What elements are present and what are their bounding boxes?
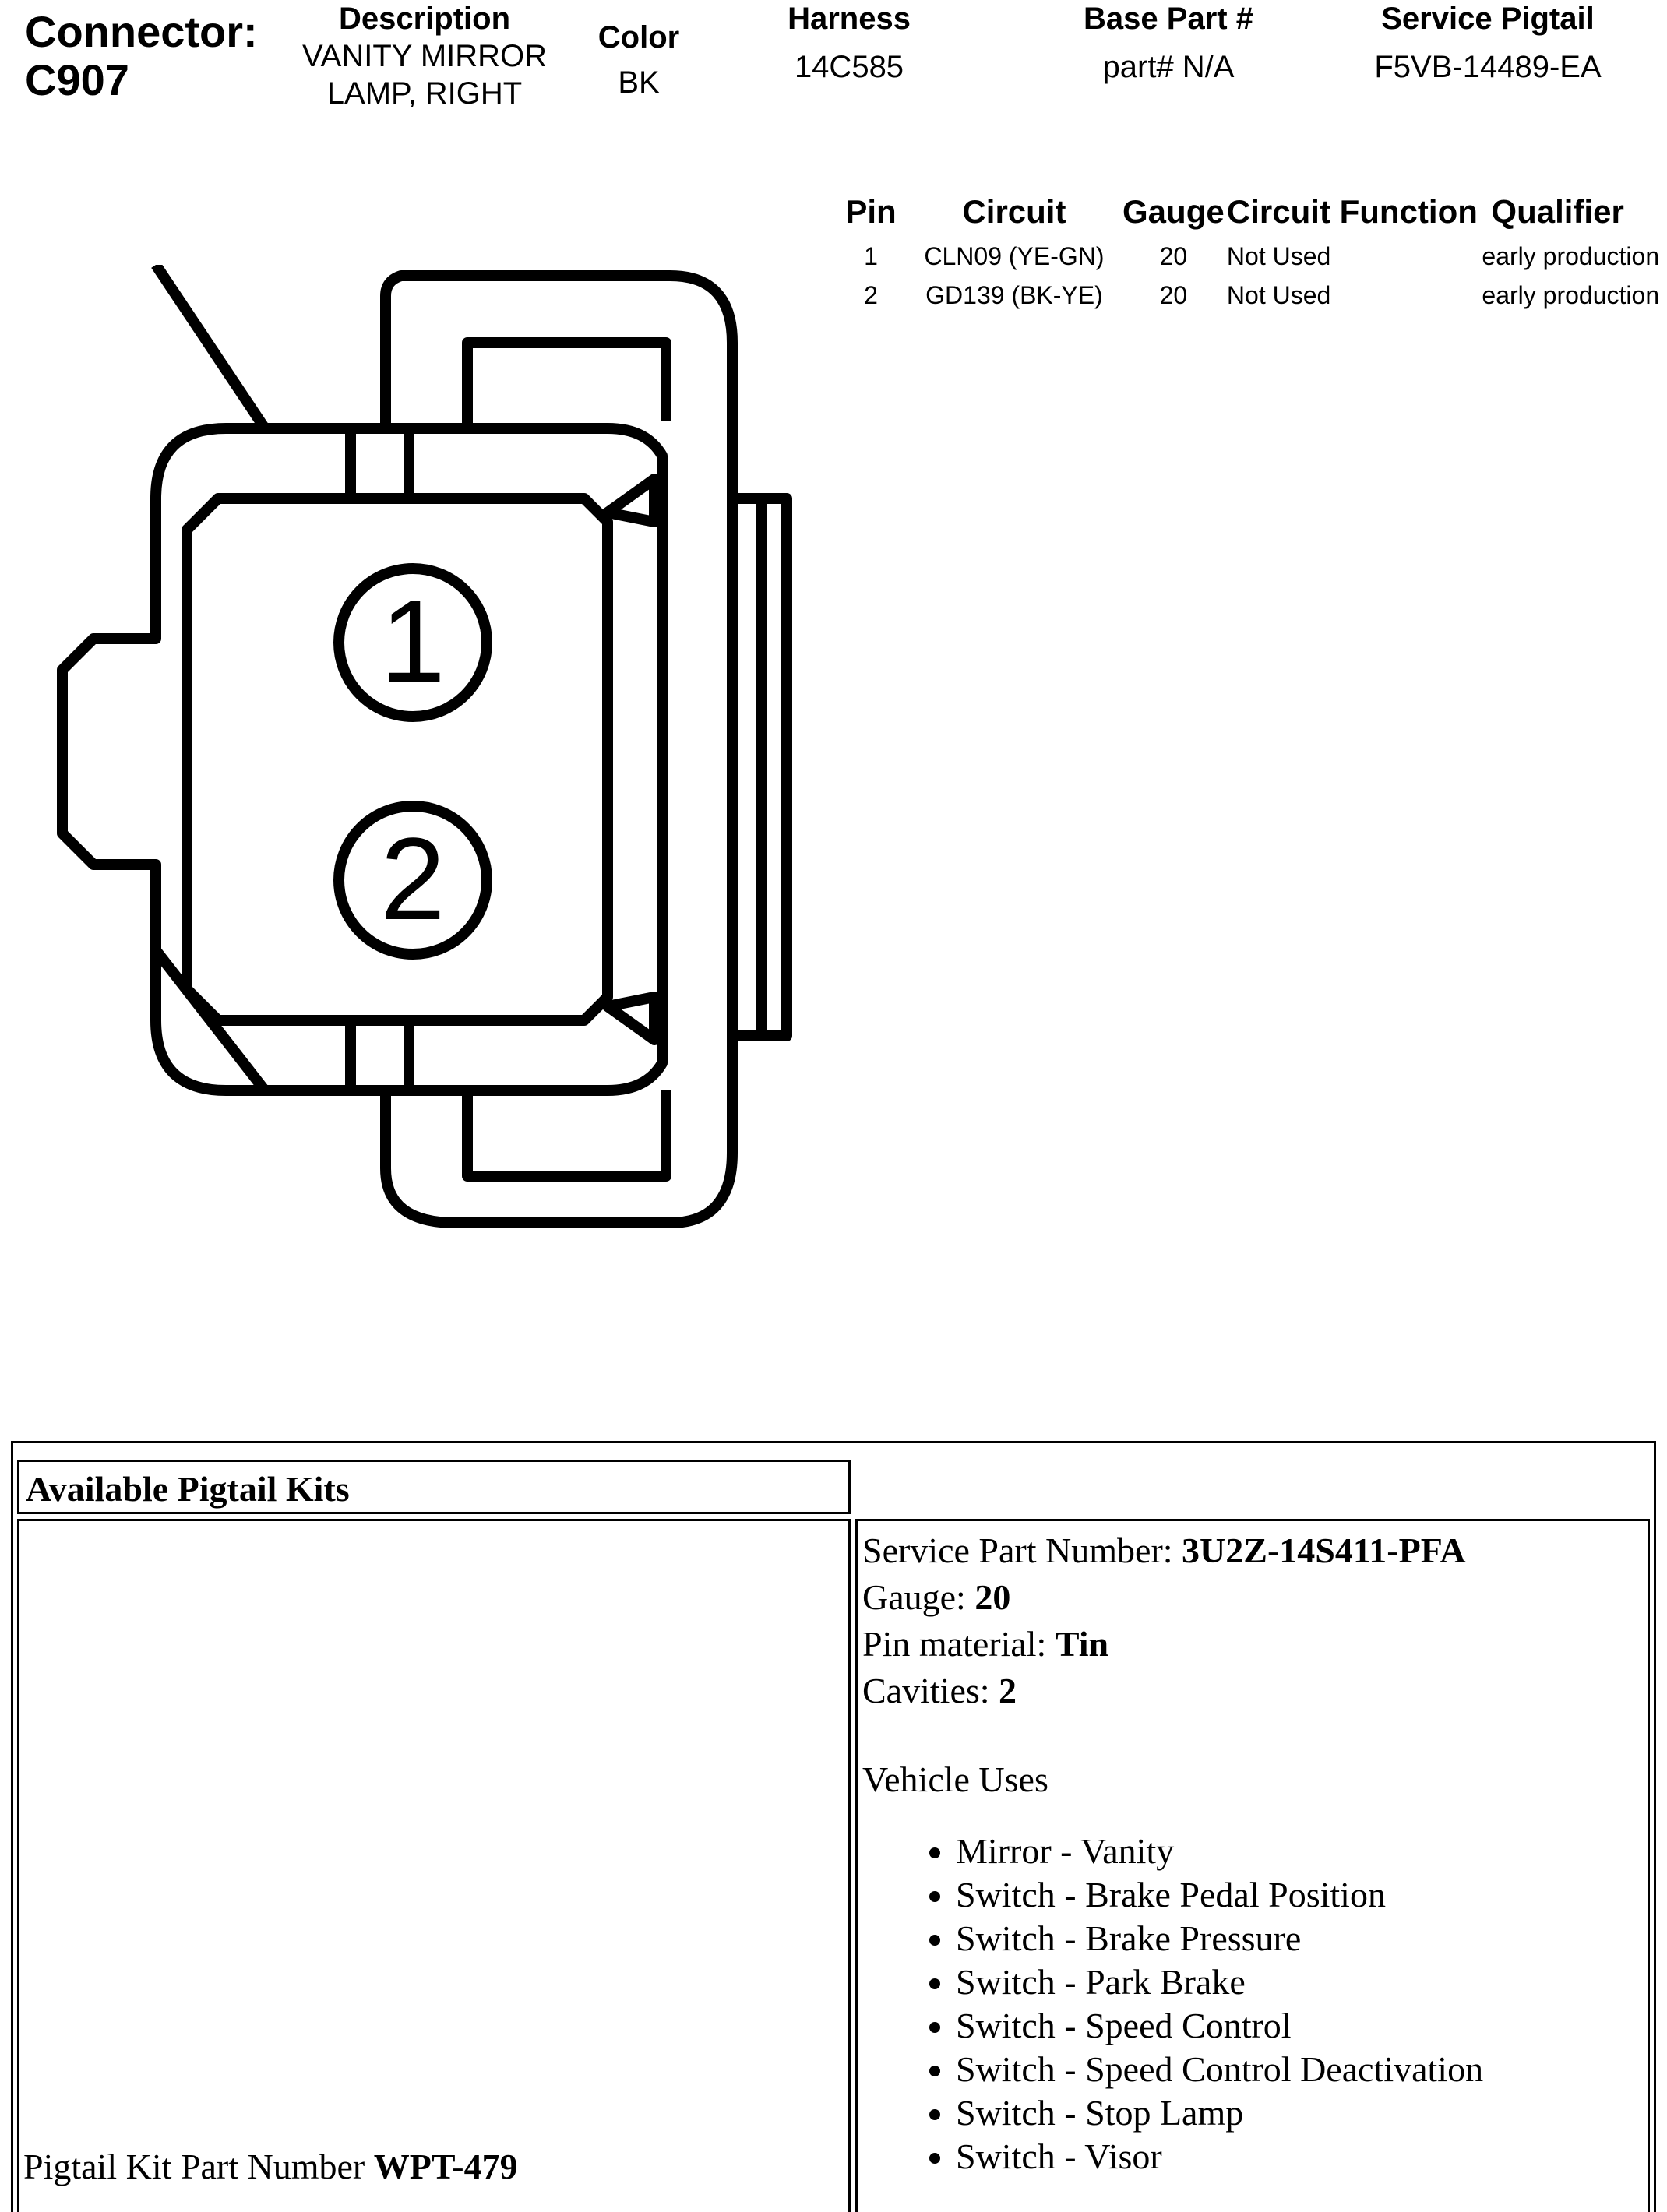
- description-column: [269, 0, 580, 112]
- color-value: BK: [618, 65, 660, 100]
- list-item: • Switch - Brake Pressure: [956, 1917, 1648, 1960]
- connector-id: C907: [25, 55, 129, 104]
- kit-part-label: Pigtail Kit Part Number: [23, 2147, 374, 2186]
- circuit-function: Not Used: [1226, 241, 1331, 270]
- pigtail-info-cell: [855, 1519, 1650, 2212]
- circuit-function: Not Used: [1226, 280, 1331, 309]
- description-header: Description: [338, 2, 511, 36]
- pin-material-value: Tin: [1055, 1624, 1109, 1664]
- harness-value: 14C585: [794, 50, 904, 84]
- gauge: 20: [1159, 241, 1188, 270]
- description-line-2: LAMP, RIGHT: [326, 76, 523, 111]
- bottom-latch-triangle: [608, 997, 654, 1040]
- list-item: • Switch - Speed Control: [956, 2004, 1648, 2048]
- service-part-line: [858, 1527, 1648, 1574]
- top-latch-triangle: [608, 479, 654, 522]
- base-part-value: part# N/A: [1102, 50, 1235, 84]
- harness-header: Harness: [788, 2, 911, 36]
- cavities-value: 2: [999, 1671, 1017, 1710]
- pin-table-header-row: [834, 193, 1667, 237]
- color-header: Color: [597, 20, 680, 55]
- list-item: • Switch - Stop Lamp: [956, 2091, 1648, 2135]
- harness-column: [748, 0, 950, 86]
- list-item: • Switch - Brake Pedal Position: [956, 1873, 1648, 1917]
- list-item: • Switch - Speed Control Deactivation: [956, 2048, 1648, 2091]
- gauge-label: Gauge:: [862, 1577, 975, 1617]
- pin-material-label: Pin material:: [862, 1624, 1056, 1664]
- pigtail-image-cell: [17, 1519, 851, 2212]
- list-item: • Switch - Park Brake: [956, 1960, 1648, 2004]
- circuit-function-header: Circuit Function: [1226, 193, 1478, 230]
- qualifier: early production: [1482, 241, 1660, 270]
- gauge-value: 20: [974, 1577, 1011, 1617]
- outer-housing: [62, 428, 662, 1090]
- service-part-value: 3U2Z-14S411-PFA: [1182, 1530, 1466, 1570]
- cavities-line: [858, 1668, 1648, 1714]
- base-part-header: Base Part #: [1084, 2, 1253, 36]
- list-item: • Mirror - Vanity: [956, 1830, 1648, 1873]
- circuit: GD139 (BK-YE): [925, 280, 1103, 309]
- pigtail-kits-title: Available Pigtail Kits: [26, 1469, 350, 1509]
- color-column: [569, 19, 709, 101]
- gauge-line: [858, 1574, 1648, 1621]
- table-row: [834, 276, 1667, 315]
- connector-diagram: [31, 265, 810, 1246]
- circuit-header: Circuit: [962, 193, 1066, 230]
- connector-label: Connector:: [25, 7, 258, 56]
- cavities-label: Cavities:: [862, 1671, 999, 1710]
- circuit: CLN09 (YE-GN): [924, 241, 1105, 270]
- pin-2-label: 2: [380, 813, 446, 944]
- pin-number: 2: [864, 280, 878, 309]
- service-pigtail-column: [1340, 0, 1636, 86]
- base-part-column: [1044, 0, 1293, 86]
- gauge: 20: [1159, 280, 1188, 309]
- connector-title: [25, 8, 258, 104]
- list-item: • Switch - Visor: [956, 2135, 1648, 2179]
- service-pigtail-header: Service Pigtail: [1381, 2, 1595, 36]
- pin-header: Pin: [845, 193, 897, 230]
- pigtail-kit-part-number: [23, 2146, 518, 2187]
- qualifier: early production: [1482, 280, 1660, 309]
- top-latch-loop: [386, 276, 732, 428]
- pin-number: 1: [864, 241, 878, 270]
- vehicle-uses-label: Vehicle Uses: [862, 1759, 1048, 1799]
- service-pigtail-value: F5VB-14489-EA: [1374, 50, 1602, 84]
- pin-table: [834, 193, 1667, 315]
- pin-1-label: 1: [380, 576, 446, 706]
- qualifier-header: Qualifier: [1491, 193, 1624, 230]
- kit-part-value: WPT-479: [373, 2147, 518, 2186]
- top-latch-inner: [467, 343, 666, 428]
- service-part-label: Service Part Number:: [862, 1530, 1182, 1570]
- bottom-latch-loop: [386, 1090, 732, 1223]
- pin-material-line: [858, 1621, 1648, 1668]
- table-row: [834, 237, 1667, 276]
- bottom-latch-inner: [467, 1090, 666, 1176]
- pigtail-kits-title-box: [17, 1460, 851, 1514]
- description-line-1: VANITY MIRROR: [301, 39, 548, 73]
- gauge-header: Gauge: [1122, 193, 1225, 230]
- vehicle-uses-list: [858, 1830, 1648, 2179]
